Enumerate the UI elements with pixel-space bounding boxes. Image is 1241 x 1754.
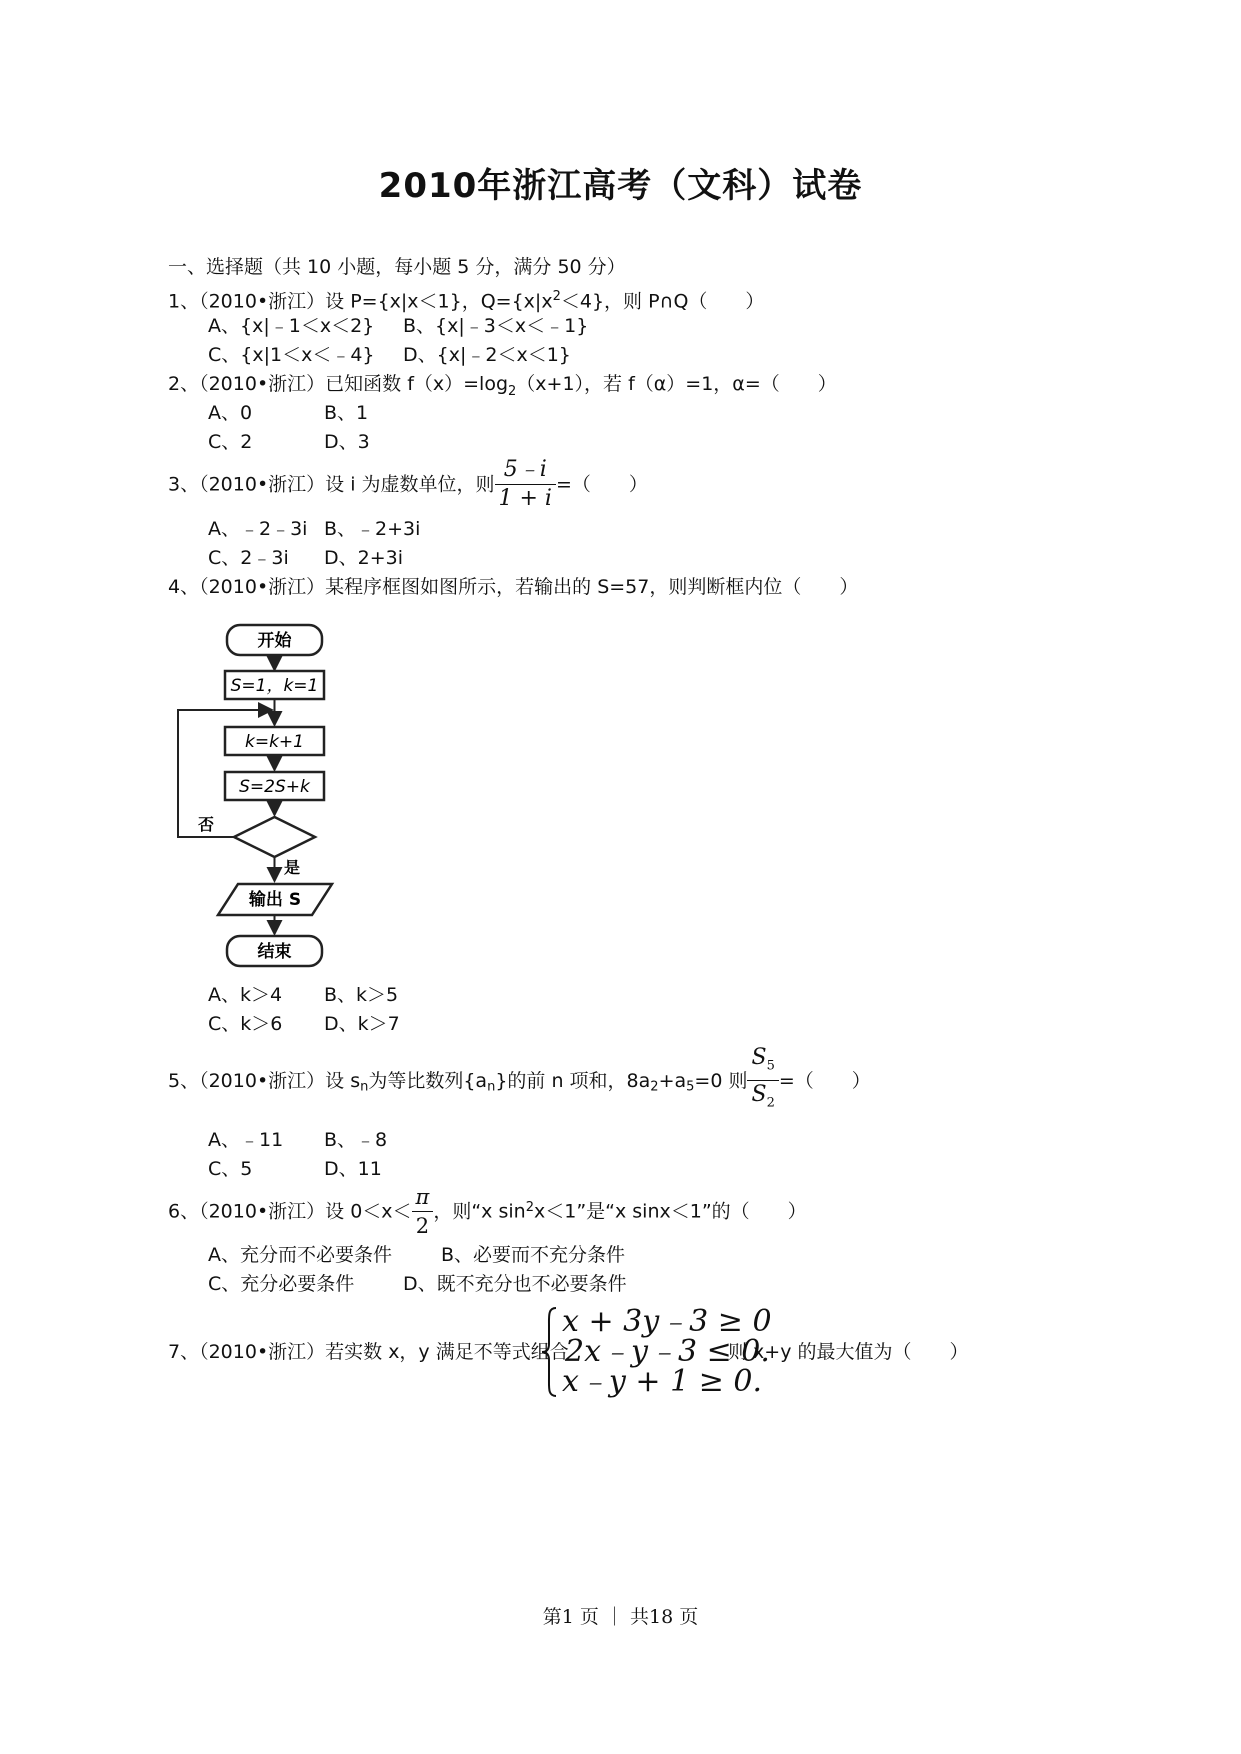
flow-yes-label: 是 bbox=[283, 858, 301, 877]
q5-option-d: D、11 bbox=[324, 1158, 382, 1180]
page-title: 2010年浙江高考（文科）试卷 bbox=[378, 166, 863, 206]
q4-option-c: C、k＞6 bbox=[208, 1013, 283, 1035]
q4-option-a: A、k＞4 bbox=[208, 984, 283, 1006]
page-footer: 第1 页 ｜ 共18 页 bbox=[542, 1606, 699, 1628]
q2-option-c: C、2 bbox=[208, 431, 253, 453]
q6-stem-part-b: ，则“x sin bbox=[433, 1200, 526, 1223]
q5-fraction bbox=[747, 1046, 778, 1116]
q3-option-b: B、﹣2+3i bbox=[324, 518, 421, 540]
flow-step1-label: k=k+1 bbox=[245, 732, 304, 752]
q3-option-d: D、2+3i bbox=[324, 547, 404, 569]
q5-stem-part-d: +a bbox=[658, 1069, 687, 1092]
q3-fraction bbox=[495, 458, 556, 511]
q2-stem-part-b: （x+1），若 f（α）=1，α=（ ） bbox=[516, 373, 837, 395]
section-header: 一、选择题（共 10 小题，每小题 5 分，满分 50 分） bbox=[168, 256, 626, 278]
q6-fraction bbox=[412, 1185, 434, 1238]
q2-option-a: A、0 bbox=[208, 402, 253, 424]
q3-option-c: C、2﹣3i bbox=[208, 547, 289, 569]
q1-option-b: B、{x|﹣3＜x＜﹣1} bbox=[403, 315, 589, 337]
q6-option-d: D、既不充分也不必要条件 bbox=[403, 1273, 627, 1295]
q6-stem-sup: 2 bbox=[525, 1200, 534, 1215]
q3-stem-text: 3、（2010•浙江）设 i 为虚数单位，则 bbox=[168, 473, 495, 496]
q1-option-d: D、{x|﹣2＜x＜1} bbox=[403, 344, 571, 366]
q5-option-c: C、5 bbox=[208, 1158, 253, 1180]
flow-init-label: S=1，k=1 bbox=[230, 676, 319, 696]
q7-stem-end: 则 x+y 的最大值为（ ） bbox=[728, 1341, 969, 1363]
q5-num-sub: 5 bbox=[766, 1058, 775, 1074]
q1-option-c: C、{x|1＜x＜﹣4} bbox=[208, 344, 375, 366]
q1-stem-sup: 2 bbox=[552, 289, 561, 304]
flow-end-label: 结束 bbox=[257, 942, 292, 962]
q5-stem-sub3: 2 bbox=[650, 1079, 659, 1095]
flow-start-label: 开始 bbox=[257, 631, 292, 651]
q6-option-c: C、充分必要条件 bbox=[208, 1273, 355, 1295]
q5-stem-end: =（ ） bbox=[778, 1069, 871, 1092]
q5-den-letter: S bbox=[751, 1082, 767, 1108]
q7-inequality-2: 2x﹣y﹣3 ≤ 0. bbox=[565, 1334, 770, 1369]
q7-inequality-1: x + 3y﹣3 ≥ 0 bbox=[562, 1304, 772, 1339]
question-3-stem bbox=[168, 458, 648, 511]
q5-den-sub: 2 bbox=[766, 1095, 775, 1111]
q1-option-a: A、{x|﹣1＜x＜2} bbox=[208, 315, 375, 337]
q5-stem-sub1: n bbox=[360, 1079, 369, 1095]
flow-no-label: 否 bbox=[197, 815, 215, 834]
q5-stem-part-a: 5、（2010•浙江）设 s bbox=[168, 1069, 361, 1092]
flow-step2-label: S=2S+k bbox=[239, 777, 310, 797]
q6-stem-part-a: 6、（2010•浙江）设 0＜x＜ bbox=[168, 1200, 412, 1223]
q7-brace bbox=[540, 1306, 560, 1398]
q5-option-b: B、﹣8 bbox=[324, 1129, 388, 1151]
q6-fraction-numerator: π bbox=[415, 1185, 430, 1209]
q5-stem-part-c: }的前 n 项和，8a bbox=[495, 1069, 651, 1092]
q4-option-b: B、k＞5 bbox=[324, 984, 399, 1006]
q5-option-a: A、﹣11 bbox=[208, 1129, 284, 1151]
q7-inequality-3: x﹣y + 1 ≥ 0. bbox=[562, 1364, 762, 1399]
q5-stem-part-b: 为等比数列{a bbox=[368, 1069, 488, 1092]
question-2-stem bbox=[168, 372, 837, 404]
question-5-stem bbox=[168, 1046, 871, 1116]
q5-num-letter: S bbox=[751, 1045, 767, 1070]
q2-stem-sub: 2 bbox=[508, 383, 517, 399]
q3-option-a: A、﹣2﹣3i bbox=[208, 518, 308, 540]
question-1-stem bbox=[168, 285, 764, 313]
q5-stem-part-e: =0 则 bbox=[694, 1069, 748, 1092]
q2-stem-part-a: 2、（2010•浙江）已知函数 f（x）=log bbox=[168, 373, 509, 395]
q6-fraction-denominator: 2 bbox=[412, 1211, 434, 1238]
flow-output-label: 输出 S bbox=[248, 890, 302, 910]
q1-stem-part-b: ＜4}，则 P∩Q（ ） bbox=[560, 290, 765, 313]
q5-stem-sub2: n bbox=[487, 1079, 496, 1095]
q2-option-d: D、3 bbox=[324, 431, 370, 453]
q3-stem-end: =（ ） bbox=[555, 473, 648, 496]
q6-stem-part-c: x＜1”是“x sinx＜1”的（ ） bbox=[533, 1200, 807, 1223]
question-7-stem: 7、（2010•浙江）若实数 x，y 满足不等式组合 bbox=[168, 1341, 569, 1363]
q6-option-b: B、必要而不充分条件 bbox=[441, 1244, 626, 1266]
question-4-stem: 4、（2010•浙江）某程序框图如图所示，若输出的 S=57，则判断框内位（ ） bbox=[168, 576, 859, 598]
question-6-stem bbox=[168, 1185, 807, 1238]
q1-stem-part-a: 1、（2010•浙江）设 P={x|x＜1}，Q={x|x bbox=[168, 290, 553, 313]
q6-option-a: A、充分而不必要条件 bbox=[208, 1244, 392, 1266]
q5-fraction-denominator bbox=[747, 1080, 778, 1115]
q2-option-b: B、1 bbox=[324, 402, 369, 424]
flowchart-figure bbox=[170, 605, 370, 975]
q5-stem-sub4: 5 bbox=[686, 1079, 695, 1095]
q5-fraction-numerator bbox=[747, 1046, 778, 1080]
q3-fraction-denominator: 1 + i bbox=[495, 484, 556, 511]
q3-fraction-numerator: 5﹣i bbox=[503, 457, 547, 482]
flow-decision-diamond bbox=[234, 817, 315, 857]
q4-option-d: D、k＞7 bbox=[324, 1013, 400, 1035]
